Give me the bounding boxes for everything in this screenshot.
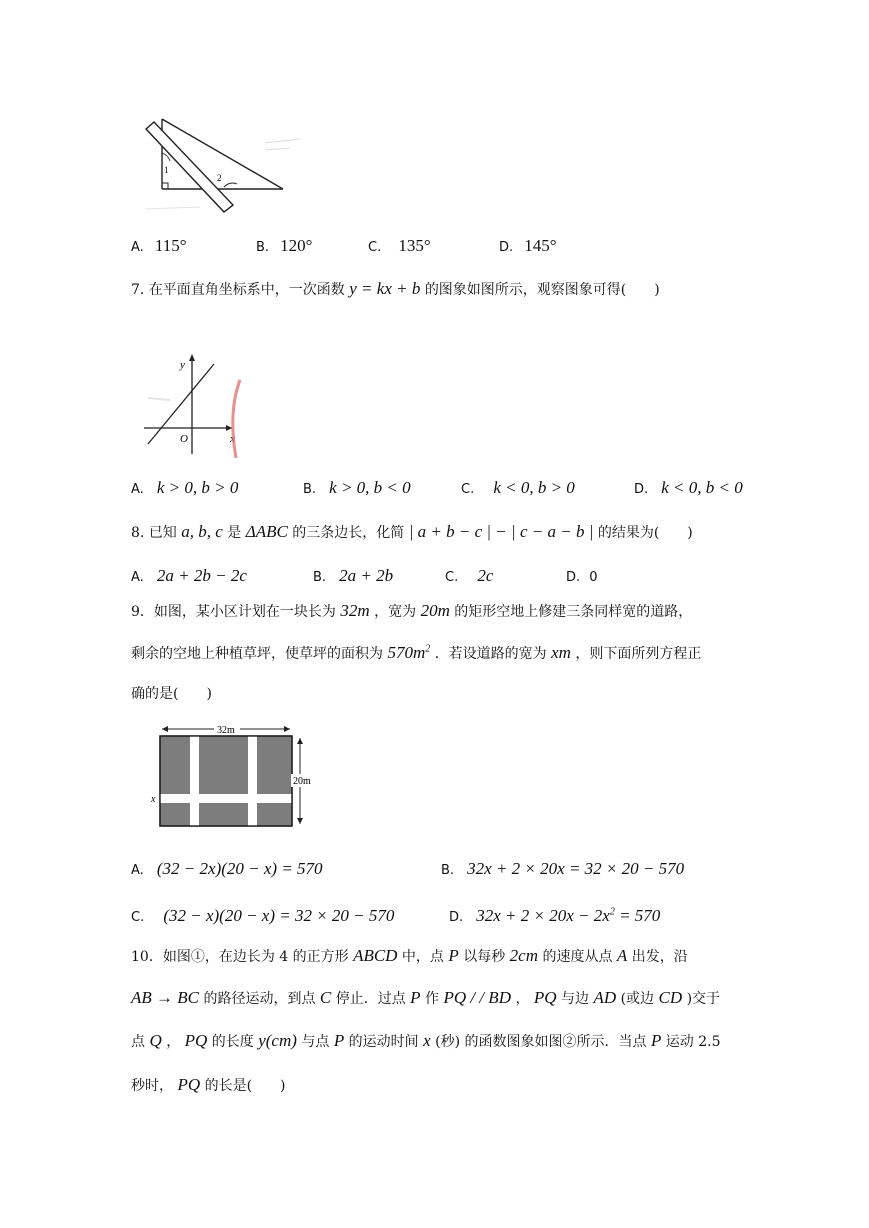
q10-line-2 (131, 988, 720, 1008)
q10-length-var: y(cm) (258, 1031, 297, 1050)
faint-bottom-artifact (145, 207, 200, 209)
q10-point: A (616, 946, 628, 965)
q9-area: $570m^2$ (387, 643, 431, 662)
q10-text: 10．如图①，在边长为 4 的正方形 (131, 949, 349, 965)
q10-line-3 (131, 1031, 721, 1051)
right-dimension-label: 20m (293, 776, 311, 787)
top-dimension-arrow-right (284, 726, 290, 732)
faint-artifact (265, 139, 300, 150)
road-horizontal (160, 794, 292, 803)
q10-text: 的路径运动，到点 (203, 991, 316, 1007)
option-value: k < 0, b < 0 (661, 478, 743, 497)
q9-text-1c: 的矩形空地上修建三条同样宽的道路， (454, 604, 693, 620)
option-label: D. (499, 240, 514, 255)
q9-length: 32m (340, 601, 370, 620)
option-label: A. (131, 482, 144, 497)
q10-square-name: ABCD (353, 946, 398, 965)
q7-text-after: 的图象如图所示，观察图象可得( ) (424, 282, 660, 298)
q10-text: 的长是( ) (204, 1078, 286, 1094)
option-label: C. (461, 482, 475, 497)
q10-text: (秒) 的函数图象如图②所示．当点 (435, 1034, 647, 1050)
q9-line-1 (131, 601, 692, 621)
q10-text: 停止．过点 (335, 991, 406, 1007)
q10-point: P (448, 946, 459, 965)
q7-number: 7. (131, 282, 145, 298)
q10-text: 出发，沿 (631, 949, 688, 965)
y-axis-label: y (180, 359, 185, 371)
q7-text-before: 在平面直角坐标系中，一次函数 (148, 282, 345, 298)
q7-option-c[interactable] (461, 478, 575, 498)
option-label: D. (634, 482, 649, 497)
q7-option-d[interactable] (634, 478, 743, 498)
q9-option-d[interactable] (449, 906, 660, 926)
option-label: C. (368, 240, 382, 255)
angle-1-label: 1 (164, 165, 169, 175)
right-dimension-arrow-top (297, 738, 303, 744)
q10-segment: PQ (177, 1075, 201, 1094)
y-axis-arrow (189, 354, 195, 361)
q10-text: 与边 (561, 991, 590, 1007)
option-label: C. (131, 910, 145, 925)
q9-text-1a: 9．如图，某小区计划在一块长为 (131, 604, 336, 620)
q7-stem (131, 279, 660, 299)
q10-text: 运动 2.5 (665, 1034, 721, 1050)
q6-option-d[interactable] (499, 236, 557, 256)
q8-text-3: 的三条边长，化简 (292, 525, 405, 541)
q8-option-d[interactable] (566, 566, 598, 585)
option-value: (32 − 2x)(20 − x) = 570 (156, 859, 323, 878)
q10-parallel: PQ / / BD (443, 988, 511, 1007)
option-label: B. (441, 863, 455, 878)
q6-option-b[interactable] (256, 236, 312, 256)
q8-stem (131, 522, 693, 542)
q10-time-var: x (423, 1031, 431, 1050)
q8-number: 8. (131, 525, 145, 541)
q6-option-c[interactable] (368, 236, 431, 256)
q10-text: ， (515, 991, 530, 1007)
q10-point: P (650, 1031, 662, 1050)
q10-text: ， (166, 1034, 181, 1050)
q8-option-c[interactable] (445, 566, 493, 586)
top-dimension-arrow-left (162, 726, 168, 732)
q7-formula: y = kx + b (349, 279, 421, 298)
q10-speed: 2cm (509, 946, 538, 965)
q10-text: 的运动时间 (348, 1034, 419, 1050)
q10-line-4 (131, 1075, 286, 1095)
q9-figure (148, 722, 323, 830)
option-value: 115° (154, 236, 187, 255)
option-label: A. (131, 570, 144, 585)
option-label: B. (256, 240, 270, 255)
q10-point: P (333, 1031, 345, 1050)
angle-2-arc (224, 183, 237, 187)
road-vertical-right (248, 736, 257, 826)
function-line (148, 364, 214, 444)
q10-text: 中，点 (401, 949, 444, 965)
q10-path: AB → BC (131, 988, 199, 1007)
q10-point: Q (149, 1031, 162, 1050)
option-value: k > 0, b < 0 (329, 478, 411, 497)
option-label: B. (303, 482, 317, 497)
option-label: A. (131, 240, 144, 255)
option-value: (32 − x)(20 − x) = 32 × 20 − 570 (163, 906, 395, 925)
option-value: 2a + 2b (339, 566, 394, 585)
q8-option-b[interactable] (313, 566, 393, 586)
q10-text: 作 (425, 991, 439, 1007)
q7-figure (140, 350, 250, 462)
q8-option-a[interactable] (131, 566, 247, 586)
road-vertical-left (190, 736, 199, 826)
option-value: 0 (589, 570, 598, 585)
q10-text: )交于 (686, 991, 721, 1007)
q10-text: 点 (131, 1034, 145, 1050)
right-dimension-arrow-bottom (297, 818, 303, 824)
q9-text-2a: 剩余的空地上种植草坪，使草坪的面积为 (131, 646, 383, 662)
q10-text: (或边 (620, 991, 655, 1007)
q7-option-b[interactable] (303, 478, 411, 498)
q9-text-3: 确的是( ) (131, 686, 212, 702)
top-dimension-label: 32m (217, 725, 235, 736)
q10-segment: CD (658, 988, 683, 1007)
q6-figure (140, 115, 310, 215)
q9-option-c[interactable] (131, 906, 394, 926)
q10-segment: AD (593, 988, 617, 1007)
q10-text: 的长度 (211, 1034, 254, 1050)
q10-segment: PQ (184, 1031, 208, 1050)
option-label: C. (445, 570, 459, 585)
q9-text-2b: ．若设道路的宽为 (434, 646, 547, 662)
q9-road-width: xm (551, 643, 571, 662)
option-label: A. (131, 863, 144, 878)
x-axis-arrow (226, 425, 232, 431)
q9-line-3 (131, 683, 212, 703)
faint-artifact (148, 398, 170, 400)
q9-text-1b: ，宽为 (374, 604, 417, 620)
option-value: k < 0, b > 0 (493, 478, 575, 497)
angle-2-label: 2 (217, 173, 222, 183)
origin-label: O (180, 433, 188, 445)
field-background (160, 736, 292, 826)
q10-text: 的速度从点 (542, 949, 613, 965)
left-road-label: x (151, 794, 156, 805)
option-value: k > 0, b > 0 (156, 478, 239, 497)
q8-text-1: 已知 (148, 525, 177, 541)
red-edge-artifact (233, 380, 240, 458)
q10-text: 以每秒 (463, 949, 506, 965)
q10-text: 与点 (301, 1034, 330, 1050)
x-axis-label: x (230, 433, 235, 445)
option-label: B. (313, 570, 327, 585)
right-angle-mark (162, 183, 168, 189)
q7-option-a[interactable] (131, 478, 238, 498)
option-label: D. (449, 910, 464, 925)
option-value: 135° (398, 236, 431, 255)
q8-triangle: ΔABC (245, 522, 288, 541)
option-value: 2c (477, 566, 494, 585)
q10-point: C (319, 988, 332, 1007)
q10-text: 秒时， (131, 1078, 173, 1094)
q6-option-a[interactable] (131, 236, 187, 256)
q10-line-1 (131, 946, 688, 966)
q8-vars: a, b, c (181, 522, 223, 541)
option-value: 145° (524, 236, 557, 255)
q9-width: 20m (420, 601, 450, 620)
q9-option-a[interactable] (131, 859, 323, 879)
q9-option-b[interactable] (441, 859, 684, 879)
q8-text-4: 的结果为( ) (597, 525, 693, 541)
option-value: $32x + 2 \times 20x - 2x^2 = 570$ (476, 906, 661, 925)
q8-expr: | a + b − c | − | c − a − b | (408, 522, 594, 541)
option-value: 32x + 2 × 20x = 32 × 20 − 570 (467, 859, 685, 878)
q9-line-2 (131, 643, 701, 663)
q9-text-2c: ，则下面所列方程正 (575, 646, 702, 662)
option-value: 120° (280, 236, 313, 255)
q10-segment: PQ (533, 988, 557, 1007)
q10-point: P (410, 988, 421, 1007)
q8-text-2: 是 (227, 525, 242, 541)
option-value: 2a + 2b − 2c (156, 566, 247, 585)
option-label: D. (566, 570, 581, 585)
